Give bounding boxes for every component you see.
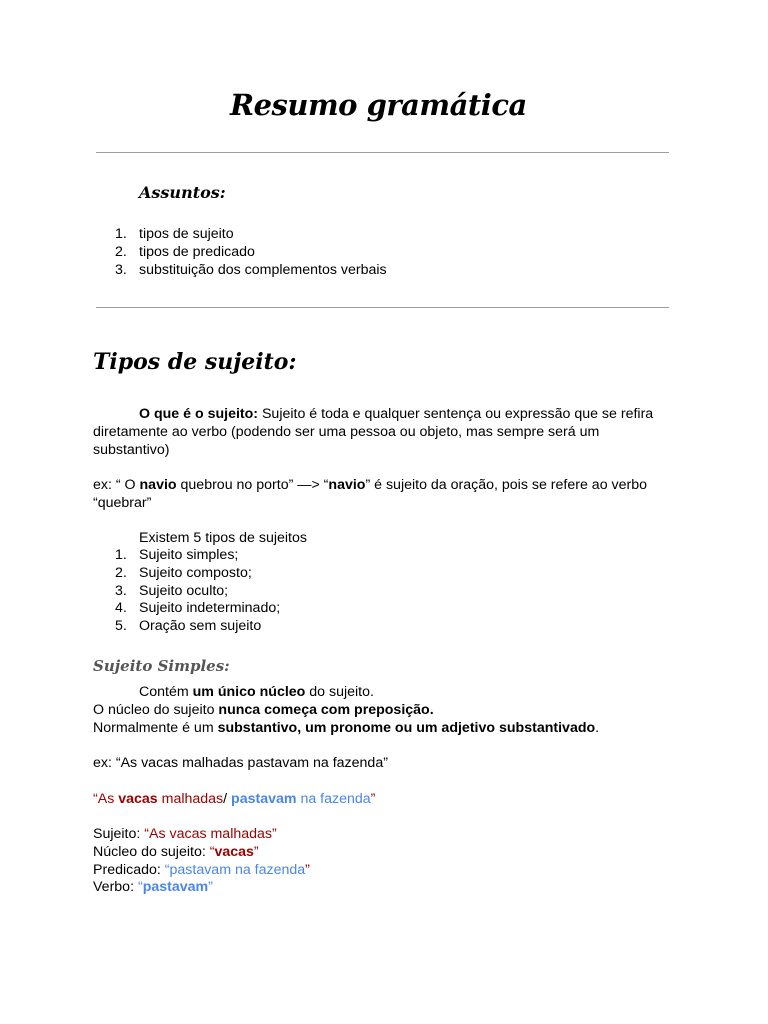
closing-quote: ” (370, 791, 376, 807)
list-number: 2. (115, 564, 127, 581)
list-item (93, 583, 653, 601)
analysis-label: Núcleo do sujeito: (93, 843, 210, 860)
rule-text: O núcleo do sujeito (93, 701, 219, 718)
quote: ” (305, 861, 310, 878)
example-word: navio (139, 477, 177, 493)
rule-emphasis: um único núcleo (192, 684, 306, 700)
analysis-sujeito (93, 826, 663, 844)
rule-emphasis: substantivo, um pronome ou um adjetivo substantivado (217, 719, 596, 736)
divider-bottom (96, 307, 669, 308)
definition-text: Sujeito é toda e qualquer sentença ou expressão que se refira diretamente ao verbo (podendo ser uma pessoa ou objeto, mas sempre será um substantivo) (93, 406, 654, 458)
quote: ” (208, 879, 213, 896)
subject-core: vacas (118, 791, 158, 807)
list-number: 1. (115, 547, 127, 563)
list-text: Sujeito composto; (139, 564, 252, 581)
analysis-label: Verbo: (93, 879, 138, 896)
list-item (93, 262, 653, 280)
topics-list (93, 226, 653, 279)
list-text: Sujeito indeterminado; (139, 600, 281, 617)
subject-quote: “As (93, 791, 119, 807)
quote: “ (209, 843, 215, 860)
predicate-rest: na fazenda (296, 791, 371, 807)
quote: “ (137, 879, 143, 896)
separator: / (223, 791, 232, 807)
example-paragraph (93, 477, 663, 513)
types-intro-text: Existem 5 tipos de sujeitos (139, 530, 307, 546)
list-item (93, 547, 653, 565)
subject-rest: malhadas (157, 791, 224, 807)
verb: pastavam (231, 791, 297, 807)
analysis-predicado (93, 862, 663, 880)
analysis-value: pastavam (142, 879, 209, 896)
list-text: Oração sem sujeito (139, 618, 262, 635)
example-prefix: ex: “ O (93, 477, 140, 493)
analysis-label: Predicado: (93, 861, 165, 878)
list-number: 4. (115, 600, 127, 617)
section-heading: Tipos de sujeito: (93, 349, 297, 375)
rule-text: do sujeito. (305, 684, 374, 700)
list-item (93, 565, 653, 583)
definition-paragraph (93, 406, 663, 459)
list-number: 5. (115, 618, 127, 635)
analysis-value: “As vacas malhadas” (144, 826, 277, 842)
analysis-value: vacas (214, 843, 254, 860)
list-text: Sujeito oculto; (139, 582, 229, 599)
list-item (93, 226, 653, 244)
analysis-value: “pastavam na fazenda (164, 861, 306, 878)
types-list (93, 547, 653, 636)
definition-label: O que é o sujeito: (139, 406, 259, 422)
subsection-heading: Sujeito Simples: (93, 657, 230, 675)
analysis-block (93, 826, 663, 897)
rule-text: . (595, 719, 600, 736)
simple-example: ex: “As vacas malhadas pastavam na fazenda” (93, 755, 388, 771)
analysis-verbo (93, 879, 663, 897)
list-item (93, 600, 653, 618)
topics-heading: Assuntos: (139, 183, 226, 202)
rule-emphasis: nunca começa com preposição. (218, 701, 434, 718)
list-text: substituição dos complementos verbais (139, 261, 387, 278)
rule-text: Contém (139, 684, 193, 700)
list-text: Sujeito simples; (139, 547, 239, 563)
example-word: navio (328, 477, 366, 493)
simple-rules (93, 684, 663, 737)
analysis-label: Sujeito: (93, 826, 145, 842)
quote: ” (253, 843, 259, 860)
list-number: 2. (115, 243, 127, 260)
rule-line (93, 684, 663, 702)
colored-example (93, 791, 663, 809)
list-text: tipos de sujeito (139, 226, 234, 242)
divider-top (96, 152, 669, 153)
example-middle: quebrou no porto” —> “ (176, 477, 329, 493)
rule-line (93, 702, 663, 720)
analysis-nucleo (93, 844, 663, 862)
list-number: 1. (115, 226, 127, 242)
document-title: Resumo gramática (230, 88, 527, 122)
list-text: tipos de predicado (139, 243, 255, 260)
list-number: 3. (115, 261, 127, 278)
list-item (93, 618, 653, 636)
list-item (93, 244, 653, 262)
rule-line (93, 720, 663, 738)
example-suffix: ” é sujeito da oração, pois se refere ao verbo “quebrar” (93, 477, 648, 511)
types-intro (93, 530, 663, 548)
list-number: 3. (115, 582, 127, 599)
rule-text: Normalmente é um (93, 719, 218, 736)
